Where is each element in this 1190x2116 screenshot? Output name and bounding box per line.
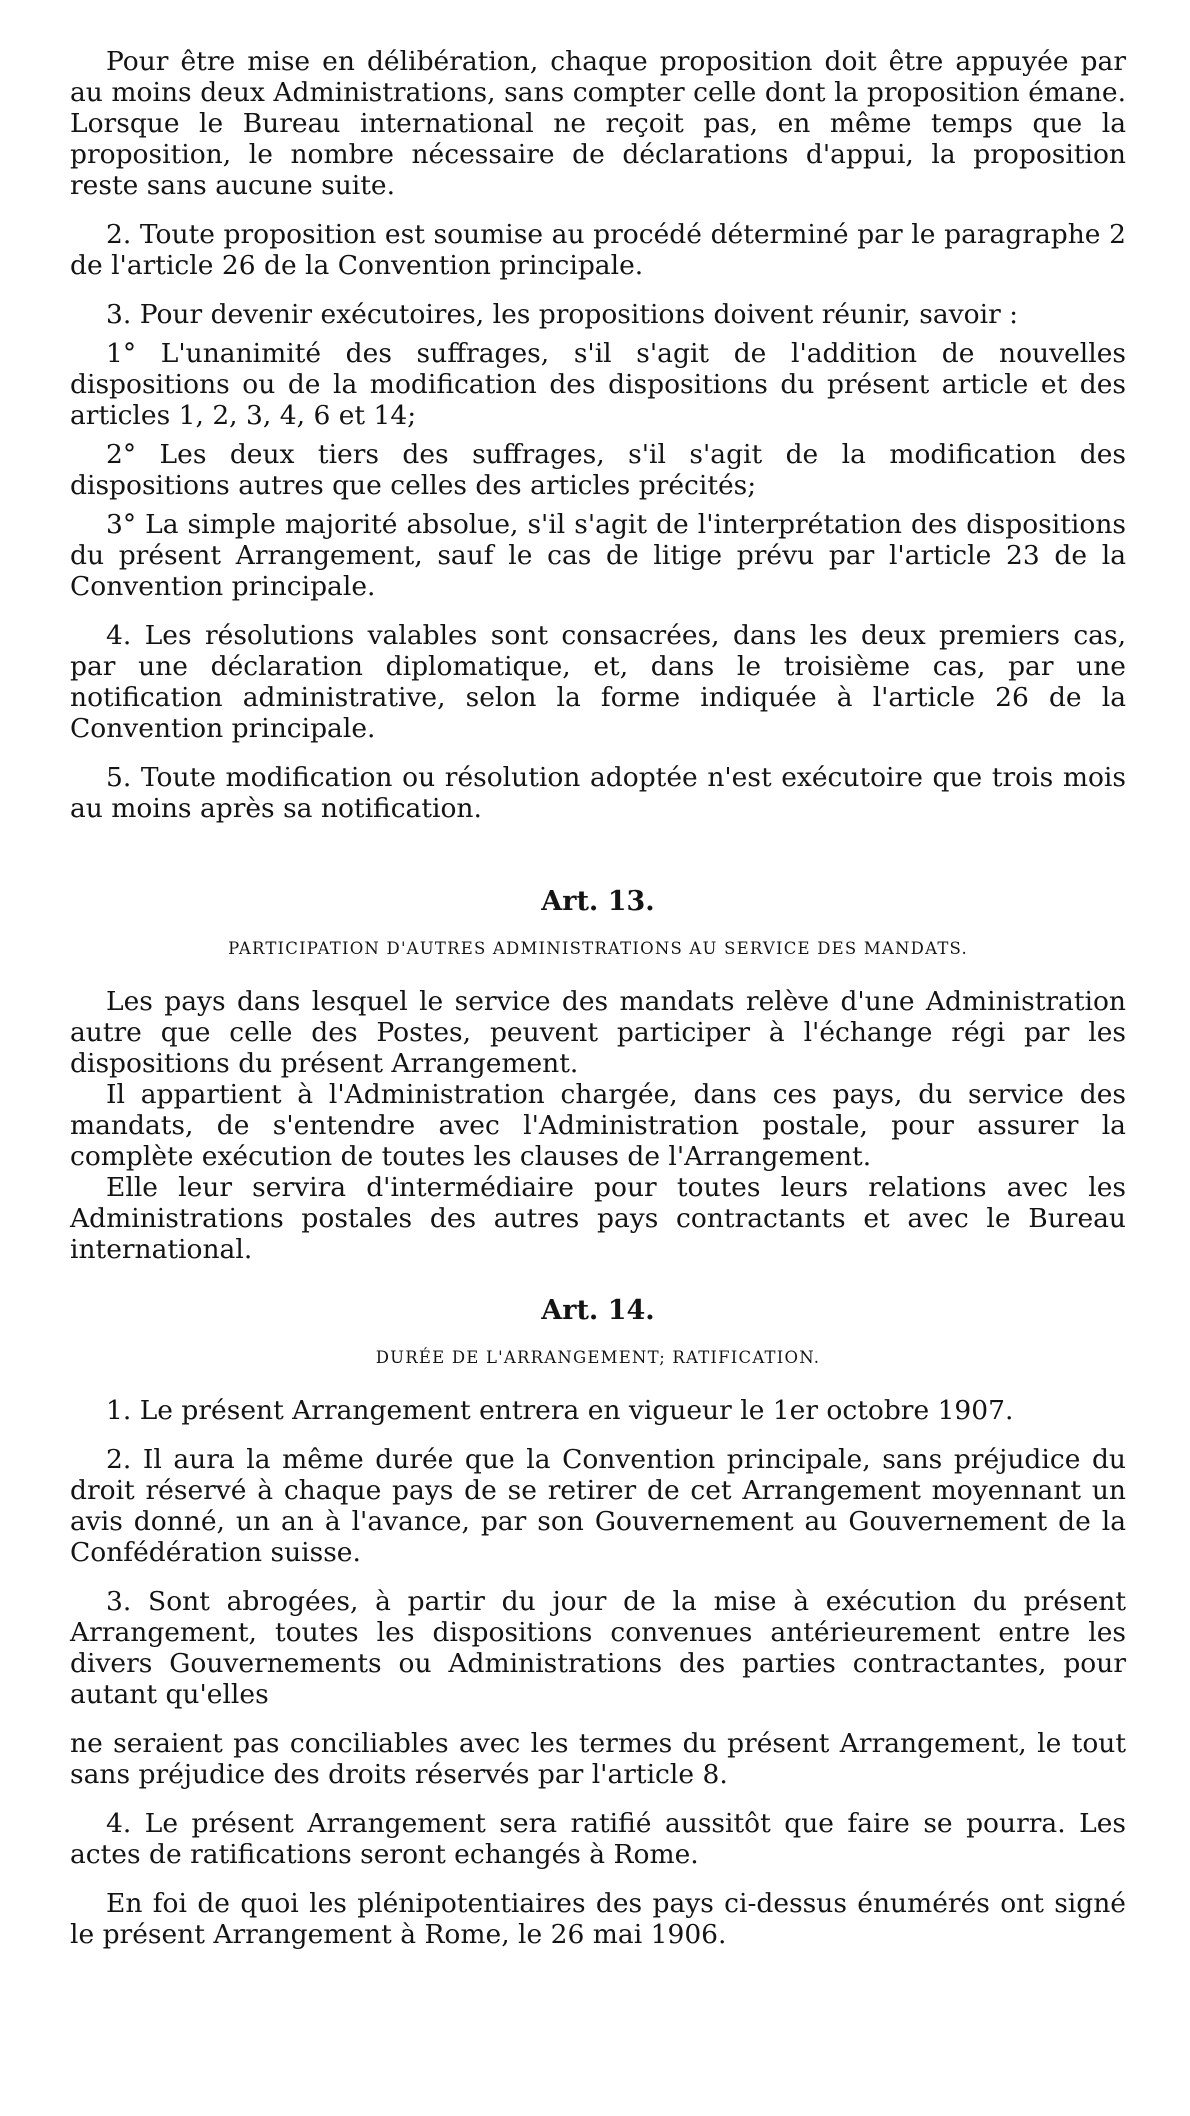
article-14-paragraph-1: 1. Le présent Arrangement entrera en vigueur le 1er octobre 1907. [106, 1395, 1014, 1426]
article-13-subtitle: PARTICIPATION D'AUTRES ADMINISTRATIONS AU SERVICE DES MANDATS. [228, 939, 968, 958]
article-13-paragraph-1: Les pays dans lesquel le service des mandats relève d'une Administration autre que celle des Postes, peuvent participer à l'échange régi par les dispositions du présent Arrangement. [70, 986, 1126, 1079]
intro-paragraph-5: 5. Toute modification ou résolution adoptée n'est exécutoire que trois mois au moins après sa notification. [70, 762, 1126, 824]
article-14-paragraph-3a: 3. Sont abrogées, à partir du jour de la mise à exécution du présent Arrangement, toutes les dispositions convenues antérieurement entre les divers Gouvernements ou Administrations des parties contractantes, pour autant qu'elles [70, 1586, 1126, 1710]
intro-paragraph-1: Pour être mise en délibération, chaque proposition doit être appuyée par au moins deux Administrations, sans compter celle dont la proposition émane. Lorsque le Bureau international ne reçoit pas, en même temps que la proposition, le nombre nécessaire de déclarations d'appui, la proposition reste sans aucune suite. [70, 46, 1126, 201]
intro-item-3: 3° La simple majorité absolue, s'il s'agit de l'interprétation des dispositions du présent Arrangement, sauf le cas de litige prévu par l'article 23 de la Convention principale. [70, 509, 1126, 602]
intro-paragraph-2: 2. Toute proposition est soumise au procédé déterminé par le paragraphe 2 de l'article 26 de la Convention principale. [70, 219, 1126, 281]
article-13-title: Art. 13. [541, 886, 655, 917]
intro-item-1: 1° L'unanimité des suffrages, s'il s'agit de l'addition de nouvelles dispositions ou de la modification des dispositions du présent article et des articles 1, 2, 3, 4, 6 et 14; [70, 338, 1126, 431]
article-14-paragraph-3b: ne seraient pas conciliables avec les termes du présent Arrangement, le tout sans préjudice des droits réservés par l'article 8. [70, 1728, 1126, 1790]
article-13-paragraph-3: Elle leur servira d'intermédiaire pour toutes leurs relations avec les Administrations postales des autres pays contractants et avec le Bureau international. [70, 1172, 1126, 1265]
article-13-paragraph-2: Il appartient à l'Administration chargée, dans ces pays, du service des mandats, de s'entendre avec l'Administration postale, pour assurer la complète exécution de toutes les clauses de l'Arrangement. [70, 1079, 1126, 1172]
intro-paragraph-4: 4. Les résolutions valables sont consacrées, dans les deux premiers cas, par une déclaration diplomatique, et, dans le troisième cas, par une notification administrative, selon la forme indiquée à l'article 26 de la Convention principale. [70, 620, 1126, 744]
article-14-title: Art. 14. [541, 1295, 655, 1326]
intro-paragraph-3: 3. Pour devenir exécutoires, les propositions doivent réunir, savoir : [106, 299, 1019, 330]
article-14-paragraph-5: En foi de quoi les plénipotentiaires des pays ci-dessus énumérés ont signé le présent Arrangement à Rome, le 26 mai 1906. [70, 1888, 1126, 1950]
intro-item-2: 2° Les deux tiers des suffrages, s'il s'agit de la modification des dispositions autres que celles des articles précités; [70, 439, 1126, 501]
article-14-subtitle: DURÉE DE L'ARRANGEMENT; RATIFICATION. [375, 1348, 821, 1367]
article-14-paragraph-2: 2. Il aura la même durée que la Convention principale, sans préjudice du droit réservé à chaque pays de se retirer de cet Arrangement moyennant un avis donné, un an à l'avance, par son Gouvernement au Gouvernement de la Confédération suisse. [70, 1444, 1126, 1568]
article-14-paragraph-4: 4. Le présent Arrangement sera ratifié aussitôt que faire se pourra. Les actes de ratifications seront echangés à Rome. [70, 1808, 1126, 1870]
